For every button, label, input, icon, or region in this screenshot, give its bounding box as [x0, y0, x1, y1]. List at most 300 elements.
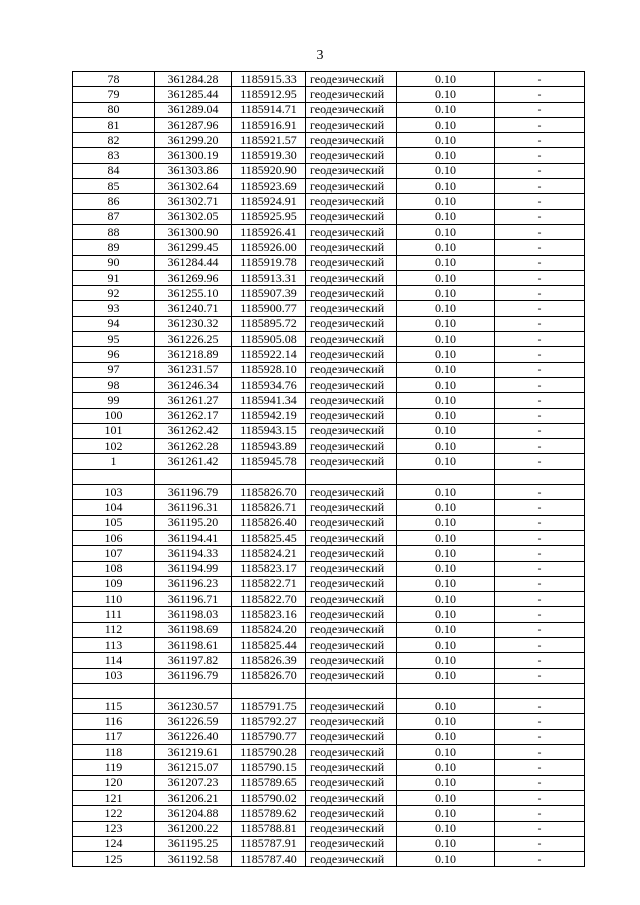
accuracy-cell: 0.10 [397, 439, 495, 454]
accuracy-cell: 0.10 [397, 852, 495, 867]
accuracy-cell: 0.10 [397, 423, 495, 438]
accuracy-cell: 0.10 [397, 592, 495, 607]
note-cell: - [495, 133, 585, 148]
table-row [73, 332, 585, 347]
method-cell: геодезический [306, 576, 397, 591]
note-cell: - [495, 194, 585, 209]
method-cell: геодезический [306, 592, 397, 607]
point-number-cell: 85 [73, 179, 155, 194]
y-coordinate-cell: 1185826.40 [232, 515, 306, 530]
point-number-cell: 1 [73, 454, 155, 469]
table-row [73, 790, 585, 805]
accuracy-cell: 0.10 [397, 240, 495, 255]
table-row [73, 255, 585, 270]
table-row [73, 760, 585, 775]
y-coordinate-cell: 1185922.14 [232, 347, 306, 362]
method-cell: геодезический [306, 729, 397, 744]
y-coordinate-cell: 1185789.65 [232, 775, 306, 790]
method-cell: геодезический [306, 546, 397, 561]
point-number-cell: 124 [73, 836, 155, 851]
y-coordinate-cell: 1185923.69 [232, 179, 306, 194]
y-coordinate-cell: 1185928.10 [232, 362, 306, 377]
accuracy-cell: 0.10 [397, 790, 495, 805]
method-cell: геодезический [306, 454, 397, 469]
x-coordinate-cell: 361302.05 [155, 209, 232, 224]
note-cell: - [495, 592, 585, 607]
y-coordinate-cell: 1185919.78 [232, 255, 306, 270]
x-coordinate-cell: 361195.20 [155, 515, 232, 530]
table-row [73, 699, 585, 714]
method-cell: геодезический [306, 699, 397, 714]
x-coordinate-cell: 361299.20 [155, 133, 232, 148]
table-row [73, 87, 585, 102]
point-number-cell: 94 [73, 316, 155, 331]
accuracy-cell: 0.10 [397, 454, 495, 469]
note-cell: - [495, 775, 585, 790]
method-cell: геодезический [306, 148, 397, 163]
table-row [73, 592, 585, 607]
point-number-cell: 84 [73, 163, 155, 178]
note-cell: - [495, 102, 585, 117]
table-row [73, 454, 585, 469]
x-coordinate-cell: 361262.42 [155, 423, 232, 438]
point-number-cell: 117 [73, 729, 155, 744]
note-cell: - [495, 668, 585, 683]
x-coordinate-cell: 361219.61 [155, 745, 232, 760]
table-row [73, 775, 585, 790]
method-cell: геодезический [306, 224, 397, 239]
y-coordinate-cell: 1185912.95 [232, 87, 306, 102]
table-row [73, 148, 585, 163]
accuracy-cell: 0.10 [397, 745, 495, 760]
method-cell [306, 469, 397, 484]
point-number-cell: 98 [73, 377, 155, 392]
accuracy-cell: 0.10 [397, 836, 495, 851]
table-row [73, 515, 585, 530]
note-cell: - [495, 500, 585, 515]
note-cell: - [495, 255, 585, 270]
x-coordinate-cell: 361269.96 [155, 270, 232, 285]
point-number-cell: 111 [73, 607, 155, 622]
y-coordinate-cell: 1185825.44 [232, 637, 306, 652]
accuracy-cell: 0.10 [397, 408, 495, 423]
table-row [73, 729, 585, 744]
accuracy-cell: 0.10 [397, 729, 495, 744]
method-cell: геодезический [306, 102, 397, 117]
x-coordinate-cell: 361215.07 [155, 760, 232, 775]
y-coordinate-cell: 1185824.21 [232, 546, 306, 561]
y-coordinate-cell [232, 683, 306, 698]
accuracy-cell: 0.10 [397, 806, 495, 821]
accuracy-cell: 0.10 [397, 224, 495, 239]
note-cell: - [495, 301, 585, 316]
point-number-cell: 119 [73, 760, 155, 775]
method-cell: геодезический [306, 653, 397, 668]
method-cell: геодезический [306, 423, 397, 438]
table-row [73, 561, 585, 576]
note-cell: - [495, 316, 585, 331]
point-number-cell: 103 [73, 485, 155, 500]
accuracy-cell: 0.10 [397, 332, 495, 347]
note-cell: - [495, 286, 585, 301]
point-number-cell: 93 [73, 301, 155, 316]
table-row [73, 714, 585, 729]
y-coordinate-cell: 1185942.19 [232, 408, 306, 423]
method-cell: геодезический [306, 362, 397, 377]
method-cell: геодезический [306, 255, 397, 270]
point-number-cell: 92 [73, 286, 155, 301]
x-coordinate-cell: 361246.34 [155, 377, 232, 392]
accuracy-cell: 0.10 [397, 362, 495, 377]
method-cell: геодезический [306, 179, 397, 194]
accuracy-cell: 0.10 [397, 377, 495, 392]
table-row [73, 133, 585, 148]
y-coordinate-cell: 1185919.30 [232, 148, 306, 163]
table-row [73, 377, 585, 392]
accuracy-cell: 0.10 [397, 255, 495, 270]
y-coordinate-cell: 1185926.41 [232, 224, 306, 239]
x-coordinate-cell: 361287.96 [155, 117, 232, 132]
method-cell: геодезический [306, 194, 397, 209]
note-cell: - [495, 806, 585, 821]
table-row [73, 668, 585, 683]
x-coordinate-cell: 361197.82 [155, 653, 232, 668]
table-row [73, 240, 585, 255]
y-coordinate-cell: 1185823.17 [232, 561, 306, 576]
x-coordinate-cell: 361195.25 [155, 836, 232, 851]
x-coordinate-cell: 361194.99 [155, 561, 232, 576]
y-coordinate-cell: 1185907.39 [232, 286, 306, 301]
y-coordinate-cell: 1185941.34 [232, 393, 306, 408]
x-coordinate-cell: 361302.71 [155, 194, 232, 209]
accuracy-cell: 0.10 [397, 821, 495, 836]
method-cell: геодезический [306, 745, 397, 760]
note-cell: - [495, 408, 585, 423]
table-row [73, 637, 585, 652]
point-number-cell: 79 [73, 87, 155, 102]
note-cell: - [495, 515, 585, 530]
table-row [73, 286, 585, 301]
note-cell [495, 469, 585, 484]
y-coordinate-cell: 1185943.15 [232, 423, 306, 438]
point-number-cell: 113 [73, 637, 155, 652]
y-coordinate-cell: 1185825.45 [232, 530, 306, 545]
note-cell: - [495, 760, 585, 775]
accuracy-cell: 0.10 [397, 163, 495, 178]
method-cell: геодезический [306, 316, 397, 331]
y-coordinate-cell: 1185920.90 [232, 163, 306, 178]
note-cell: - [495, 485, 585, 500]
x-coordinate-cell: 361194.41 [155, 530, 232, 545]
note-cell: - [495, 240, 585, 255]
note-cell: - [495, 699, 585, 714]
x-coordinate-cell: 361230.32 [155, 316, 232, 331]
point-number-cell: 99 [73, 393, 155, 408]
y-coordinate-cell: 1185789.62 [232, 806, 306, 821]
point-number-cell: 118 [73, 745, 155, 760]
method-cell: геодезический [306, 270, 397, 285]
coordinates-table [72, 71, 585, 867]
method-cell: геодезический [306, 377, 397, 392]
note-cell: - [495, 148, 585, 163]
method-cell: геодезический [306, 87, 397, 102]
accuracy-cell: 0.10 [397, 194, 495, 209]
point-number-cell: 110 [73, 592, 155, 607]
y-coordinate-cell: 1185788.81 [232, 821, 306, 836]
table-row [73, 347, 585, 362]
point-number-cell: 123 [73, 821, 155, 836]
accuracy-cell: 0.10 [397, 117, 495, 132]
accuracy-cell: 0.10 [397, 102, 495, 117]
table-row [73, 163, 585, 178]
y-coordinate-cell: 1185900.77 [232, 301, 306, 316]
y-coordinate-cell: 1185826.70 [232, 668, 306, 683]
accuracy-cell: 0.10 [397, 653, 495, 668]
table-row [73, 653, 585, 668]
note-cell: - [495, 224, 585, 239]
table-row [73, 806, 585, 821]
method-cell: геодезический [306, 622, 397, 637]
method-cell: геодезический [306, 286, 397, 301]
y-coordinate-cell: 1185790.15 [232, 760, 306, 775]
x-coordinate-cell: 361200.22 [155, 821, 232, 836]
method-cell: геодезический [306, 240, 397, 255]
point-number-cell: 107 [73, 546, 155, 561]
coordinates-table-body [73, 72, 585, 867]
method-cell: геодезический [306, 760, 397, 775]
x-coordinate-cell: 361226.40 [155, 729, 232, 744]
point-number-cell: 81 [73, 117, 155, 132]
y-coordinate-cell: 1185826.71 [232, 500, 306, 515]
x-coordinate-cell: 361240.71 [155, 301, 232, 316]
accuracy-cell: 0.10 [397, 607, 495, 622]
accuracy-cell [397, 683, 495, 698]
x-coordinate-cell: 361255.10 [155, 286, 232, 301]
table-row [73, 179, 585, 194]
y-coordinate-cell: 1185905.08 [232, 332, 306, 347]
table-row [73, 423, 585, 438]
x-coordinate-cell [155, 469, 232, 484]
method-cell: геодезический [306, 408, 397, 423]
note-cell: - [495, 454, 585, 469]
x-coordinate-cell: 361284.44 [155, 255, 232, 270]
method-cell: геодезический [306, 133, 397, 148]
table-row [73, 622, 585, 637]
method-cell: геодезический [306, 393, 397, 408]
separator-row [73, 469, 585, 484]
note-cell [495, 683, 585, 698]
x-coordinate-cell: 361261.27 [155, 393, 232, 408]
x-coordinate-cell: 361196.79 [155, 668, 232, 683]
accuracy-cell: 0.10 [397, 500, 495, 515]
point-number-cell: 83 [73, 148, 155, 163]
y-coordinate-cell: 1185934.76 [232, 377, 306, 392]
y-coordinate-cell: 1185926.00 [232, 240, 306, 255]
x-coordinate-cell: 361196.23 [155, 576, 232, 591]
accuracy-cell [397, 469, 495, 484]
accuracy-cell: 0.10 [397, 637, 495, 652]
point-number-cell: 90 [73, 255, 155, 270]
y-coordinate-cell: 1185943.89 [232, 439, 306, 454]
point-number-cell: 103 [73, 668, 155, 683]
method-cell: геодезический [306, 668, 397, 683]
note-cell: - [495, 714, 585, 729]
accuracy-cell: 0.10 [397, 286, 495, 301]
table-row [73, 316, 585, 331]
table-row [73, 745, 585, 760]
note-cell: - [495, 179, 585, 194]
method-cell: геодезический [306, 485, 397, 500]
point-number-cell [73, 683, 155, 698]
x-coordinate-cell: 361218.89 [155, 347, 232, 362]
accuracy-cell: 0.10 [397, 148, 495, 163]
accuracy-cell: 0.10 [397, 316, 495, 331]
y-coordinate-cell [232, 469, 306, 484]
note-cell: - [495, 439, 585, 454]
accuracy-cell: 0.10 [397, 546, 495, 561]
x-coordinate-cell: 361207.23 [155, 775, 232, 790]
method-cell: геодезический [306, 301, 397, 316]
y-coordinate-cell: 1185826.70 [232, 485, 306, 500]
x-coordinate-cell: 361204.88 [155, 806, 232, 821]
note-cell: - [495, 622, 585, 637]
x-coordinate-cell: 361231.57 [155, 362, 232, 377]
method-cell: геодезический [306, 806, 397, 821]
x-coordinate-cell: 361300.19 [155, 148, 232, 163]
accuracy-cell: 0.10 [397, 576, 495, 591]
y-coordinate-cell: 1185822.71 [232, 576, 306, 591]
accuracy-cell: 0.10 [397, 133, 495, 148]
table-row [73, 821, 585, 836]
method-cell: геодезический [306, 637, 397, 652]
point-number-cell: 78 [73, 72, 155, 87]
table-row [73, 102, 585, 117]
x-coordinate-cell: 361198.03 [155, 607, 232, 622]
point-number-cell: 86 [73, 194, 155, 209]
method-cell: геодезический [306, 607, 397, 622]
x-coordinate-cell: 361230.57 [155, 699, 232, 714]
x-coordinate-cell: 361284.28 [155, 72, 232, 87]
accuracy-cell: 0.10 [397, 87, 495, 102]
y-coordinate-cell: 1185915.33 [232, 72, 306, 87]
note-cell: - [495, 637, 585, 652]
accuracy-cell: 0.10 [397, 775, 495, 790]
x-coordinate-cell: 361206.21 [155, 790, 232, 805]
table-row [73, 607, 585, 622]
method-cell: геодезический [306, 72, 397, 87]
method-cell: геодезический [306, 347, 397, 362]
method-cell: геодезический [306, 530, 397, 545]
method-cell [306, 683, 397, 698]
method-cell: геодезический [306, 714, 397, 729]
separator-row [73, 683, 585, 698]
point-number-cell: 80 [73, 102, 155, 117]
table-row [73, 301, 585, 316]
method-cell: геодезический [306, 852, 397, 867]
note-cell: - [495, 87, 585, 102]
point-number-cell: 87 [73, 209, 155, 224]
point-number-cell: 100 [73, 408, 155, 423]
accuracy-cell: 0.10 [397, 393, 495, 408]
y-coordinate-cell: 1185895.72 [232, 316, 306, 331]
table-row [73, 72, 585, 87]
point-number-cell: 122 [73, 806, 155, 821]
point-number-cell: 121 [73, 790, 155, 805]
accuracy-cell: 0.10 [397, 270, 495, 285]
note-cell: - [495, 393, 585, 408]
note-cell: - [495, 836, 585, 851]
accuracy-cell: 0.10 [397, 179, 495, 194]
method-cell: геодезический [306, 332, 397, 347]
y-coordinate-cell: 1185925.95 [232, 209, 306, 224]
table-row [73, 270, 585, 285]
point-number-cell: 115 [73, 699, 155, 714]
table-row [73, 224, 585, 239]
accuracy-cell: 0.10 [397, 209, 495, 224]
x-coordinate-cell: 361198.69 [155, 622, 232, 637]
accuracy-cell: 0.10 [397, 72, 495, 87]
table-row [73, 439, 585, 454]
table-row [73, 576, 585, 591]
point-number-cell: 114 [73, 653, 155, 668]
point-number-cell: 101 [73, 423, 155, 438]
note-cell: - [495, 546, 585, 561]
note-cell: - [495, 423, 585, 438]
x-coordinate-cell: 361198.61 [155, 637, 232, 652]
note-cell: - [495, 209, 585, 224]
table-row [73, 408, 585, 423]
point-number-cell: 97 [73, 362, 155, 377]
y-coordinate-cell: 1185914.71 [232, 102, 306, 117]
point-number-cell: 125 [73, 852, 155, 867]
method-cell: геодезический [306, 117, 397, 132]
x-coordinate-cell: 361196.71 [155, 592, 232, 607]
note-cell: - [495, 362, 585, 377]
x-coordinate-cell: 361300.90 [155, 224, 232, 239]
note-cell: - [495, 653, 585, 668]
y-coordinate-cell: 1185924.91 [232, 194, 306, 209]
table-row [73, 209, 585, 224]
table-row [73, 194, 585, 209]
y-coordinate-cell: 1185792.27 [232, 714, 306, 729]
accuracy-cell: 0.10 [397, 714, 495, 729]
x-coordinate-cell: 361196.79 [155, 485, 232, 500]
note-cell: - [495, 821, 585, 836]
note-cell: - [495, 790, 585, 805]
point-number-cell: 89 [73, 240, 155, 255]
table-row [73, 546, 585, 561]
point-number-cell: 112 [73, 622, 155, 637]
table-row [73, 500, 585, 515]
x-coordinate-cell: 361289.04 [155, 102, 232, 117]
note-cell: - [495, 729, 585, 744]
table-row [73, 530, 585, 545]
x-coordinate-cell: 361299.45 [155, 240, 232, 255]
method-cell: геодезический [306, 439, 397, 454]
table-row [73, 852, 585, 867]
accuracy-cell: 0.10 [397, 301, 495, 316]
accuracy-cell: 0.10 [397, 485, 495, 500]
accuracy-cell: 0.10 [397, 561, 495, 576]
y-coordinate-cell: 1185787.91 [232, 836, 306, 851]
y-coordinate-cell: 1185945.78 [232, 454, 306, 469]
note-cell: - [495, 745, 585, 760]
point-number-cell: 91 [73, 270, 155, 285]
point-number-cell: 88 [73, 224, 155, 239]
table-row [73, 836, 585, 851]
point-number-cell: 105 [73, 515, 155, 530]
point-number-cell: 102 [73, 439, 155, 454]
